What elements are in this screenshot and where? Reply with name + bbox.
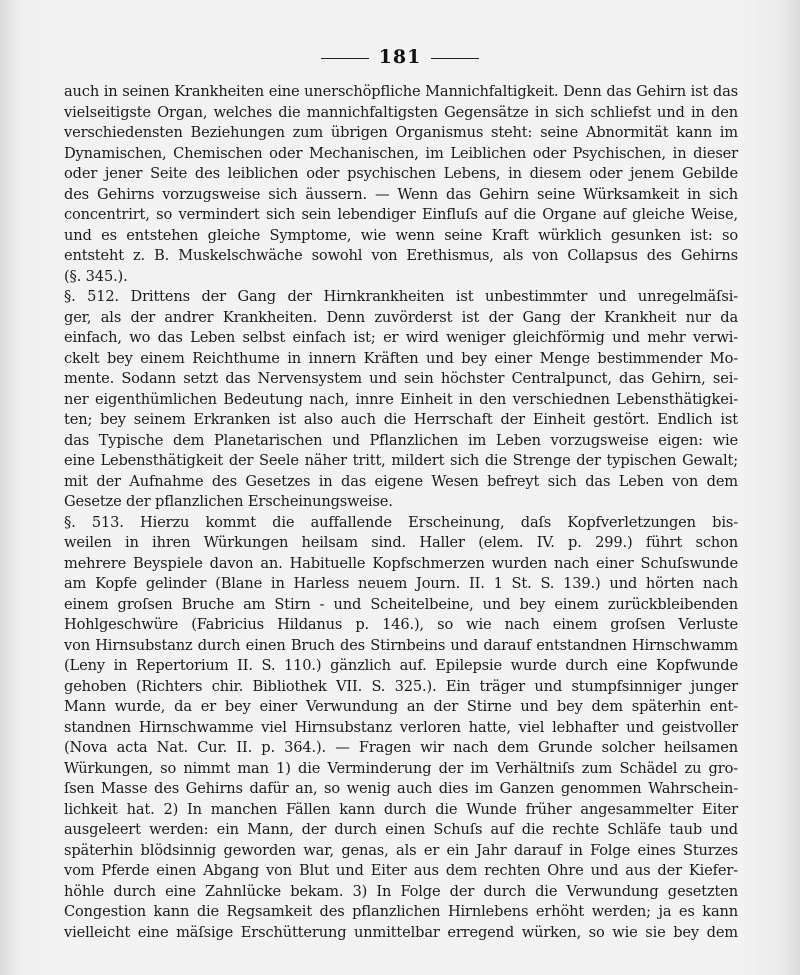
text-line: vom Pferde einen Abgang von Blut und Eiter aus dem rechten Ohre und aus der Kiefer- xyxy=(64,862,738,879)
text-line: einem groſsen Bruche am Stirn - und Scheitelbeine, und bey einem zurückbleibenden xyxy=(64,595,738,613)
text-line: Mann wurde, da er bey einer Verwundung an der Stirne und bey dem späterhin ent- xyxy=(64,698,738,715)
text-line: (Leny in Repertorium II. S. 110.) gänzlich auf. Epilepsie wurde durch eine Kopfwunde xyxy=(64,657,738,674)
text-line: höhle durch eine Zahnlücke bekam. 3) In Folge der durch die Verwundung gesetzten xyxy=(64,882,738,900)
right-rule xyxy=(431,58,479,59)
text-line: lichkeit hat. 2) In manchen Fällen kann durch die Wunde früher angesammelter Eiter xyxy=(64,800,738,818)
text-line: mehrere Beyspiele davon an. Habituelle Kopfschmerzen wurden nach einer Schuſswunde xyxy=(64,554,738,572)
text-line: (§. 345.). xyxy=(64,267,128,285)
text-line: ckelt bey einem Reichthume in innern Kräften und bey einer Menge bestimmender Mo- xyxy=(64,349,738,367)
text-line: concentrirt, so vermindert sich sein lebendiger Einfluſs auf die Organe auf gleiche Weise, xyxy=(64,206,738,223)
text-line: von Hirnsubstanz durch einen Bruch des Stirnbeins und darauf entstandnen Hirnschwamm xyxy=(64,636,738,654)
text-line: späterhin blödsinnig geworden war, genas, als er ein Jahr darauf in Folge eines Sturzes xyxy=(64,841,738,859)
text-line: ſsen Masse des Gehirns dafür an, so wenig auch dies im Ganzen genommen Wahrschein- xyxy=(64,780,738,797)
text-line: §. 513. Hierzu kommt die auffallende Erscheinung, daſs Kopfverletzungen bis- xyxy=(64,513,738,531)
page-number-text: 181 xyxy=(378,46,422,68)
text-line: gehoben (Richters chir. Bibliothek VII. S. 325.). Ein träger und stumpfsinniger junger xyxy=(64,677,738,695)
text-line: standnen Hirnschwamme viel Hirnsubstanz verloren hatte, viel lebhafter und geistvoller xyxy=(64,718,738,736)
text-line: und es entstehen gleiche Symptome, wie wenn seine Kraft würklich gesunken ist: so xyxy=(64,226,738,244)
text-line: ten; bey seinem Erkranken ist also auch die Herrschaft der Einheit gestört. Endlich ist xyxy=(64,411,738,428)
text-line: mit der Aufnahme des Gesetzes in das eigene Wesen befreyt sich das Leben von dem xyxy=(64,472,738,490)
text-line: Congestion kann die Regsamkeit des pflanzlichen Hirnlebens erhöht werden; ja es kann xyxy=(64,903,738,920)
text-line: einfach, wo das Leben selbst einfach ist; er wird weniger gleichförmig und mehr verwi- xyxy=(64,329,738,346)
text-line: am Kopfe gelinder (Blane in Harless neuem Journ. II. 1 St. S. 139.) und hörten nach xyxy=(64,575,738,592)
text-line: §. 512. Drittens der Gang der Hirnkrankheiten ist unbestimmter und unregelmäſsi- xyxy=(64,288,738,305)
text-line: eine Lebensthätigkeit der Seele näher tritt, mildert sich die Strenge der typischen Gewalt; xyxy=(64,452,738,469)
text-line: ner eigenthümlichen Bedeutung nach, innre Einheit in den verschiednen Lebensthätigkei- xyxy=(64,390,738,408)
text-line: (Nova acta Nat. Cur. II. p. 364.). — Fragen wir nach dem Grunde solcher heilsamen xyxy=(64,739,738,756)
text-line: ausgeleert werden: ein Mann, der durch einen Schuſs auf die rechte Schläfe taub und xyxy=(64,821,738,838)
text-line: Gesetze der pflanzlichen Erscheinungsweise. xyxy=(64,493,393,510)
text-line: des Gehirns vorzugsweise sich äussern. — Wenn das Gehirn seine Würksamkeit in sich xyxy=(64,185,738,203)
page-number xyxy=(0,46,800,68)
text-line: verschiedensten Beziehungen zum übrigen Organismus steht: seine Abnormität kann im xyxy=(64,124,738,141)
text-line: Hohlgeschwüre (Fabricius Hildanus p. 146.), so wie nach einem groſsen Verluste xyxy=(64,616,738,633)
text-line: auch in seinen Krankheiten eine unerschöpfliche Mannichfaltigkeit. Denn das Gehirn ist das xyxy=(64,83,738,100)
text-line: oder jener Seite des leiblichen oder psychischen Lebens, in diesem oder jenem Gebilde xyxy=(64,165,738,182)
text-line: mente. Sodann setzt das Nervensystem und sein höchster Centralpunct, das Gehirn, sei- xyxy=(64,370,738,387)
text-line: ger, als der andrer Krankheiten. Denn zuvörderst ist der Gang der Krankheit nur da xyxy=(64,308,738,326)
text-line: vielleicht eine mäſsige Erschütterung unmittelbar erregend würken, so wie sie bey dem xyxy=(64,923,738,941)
text-line: entsteht z. B. Muskelschwäche sowohl von Erethismus, als von Collapsus des Gehirns xyxy=(64,247,738,264)
text-line: Würkungen, so nimmt man 1) die Verminderung der im Verhältniſs zum Schädel zu gro- xyxy=(64,759,738,777)
text-line: das Typische dem Planetarischen und Pflanzlichen im Leben vorzugsweise eigen: wie xyxy=(64,431,738,449)
body-text xyxy=(64,82,738,943)
left-rule xyxy=(321,58,369,59)
text-line: weilen in ihren Würkungen heilsam sind. Haller (elem. IV. p. 299.) führt schon xyxy=(64,534,738,551)
text-line: vielseitigste Organ, welches die mannichfaltigsten Gegensätze in sich schliefst und in den xyxy=(64,103,738,121)
text-line: Dynamischen, Chemischen oder Mechanischen, im Leiblichen oder Psychischen, in dieser xyxy=(64,144,738,162)
